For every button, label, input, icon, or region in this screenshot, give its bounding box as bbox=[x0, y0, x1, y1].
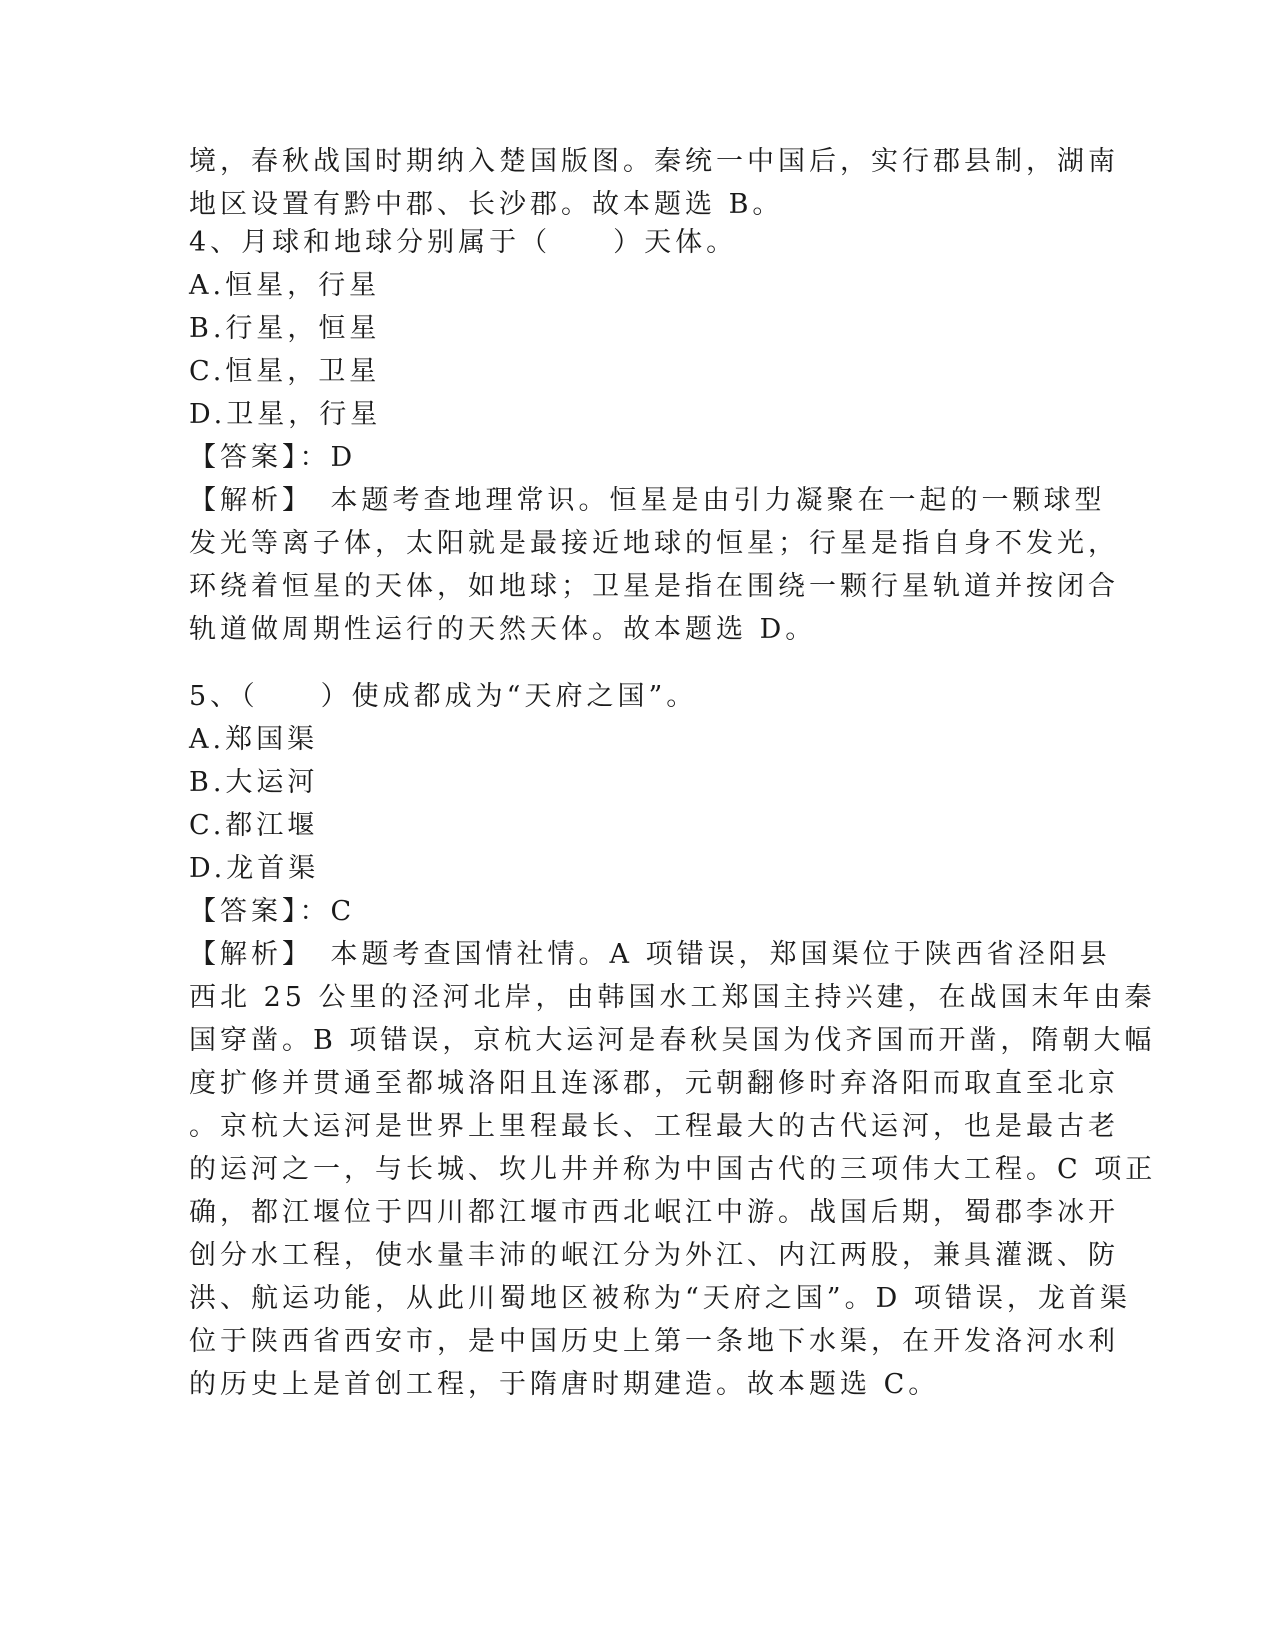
analysis-line: 度扩修并贯通至都城洛阳且连涿郡，元朝翻修时弃洛阳而取直至北京 bbox=[189, 1068, 1119, 1099]
option-c: C.恒星，卫星 bbox=[189, 356, 381, 387]
analysis-line: 发光等离子体，太阳就是最接近地球的恒星；行星是指自身不发光， bbox=[189, 528, 1119, 559]
option-c: C.都江堰 bbox=[189, 810, 319, 841]
option-a: A.恒星，行星 bbox=[189, 270, 381, 301]
q3-analysis-continuation bbox=[189, 140, 1119, 226]
analysis-line: 国穿凿。B 项错误，京杭大运河是春秋吴国为伐齐国而开凿，隋朝大幅 bbox=[189, 1025, 1156, 1056]
analysis-line: 。京杭大运河是世界上里程最长、工程最大的古代运河，也是最古老 bbox=[189, 1111, 1119, 1142]
analysis-line: 位于陕西省西安市，是中国历史上第一条地下水渠，在开发洛河水利 bbox=[189, 1326, 1119, 1357]
question-stem: 5、（ ）使成都成为“天府之国”。 bbox=[189, 681, 698, 712]
option-d: D.卫星，行星 bbox=[189, 399, 382, 430]
question-4 bbox=[189, 221, 1119, 651]
text-line: 地区设置有黔中郡、长沙郡。故本题选 B。 bbox=[189, 189, 784, 220]
analysis-line: 创分水工程，使水量丰沛的岷江分为外江、内江两股，兼具灌溉、防 bbox=[189, 1240, 1119, 1271]
answer-line: 【答案】：C bbox=[189, 896, 356, 927]
question-5 bbox=[189, 675, 1157, 1406]
analysis-line: 环绕着恒星的天体，如地球；卫星是指在围绕一颗行星轨道并按闭合 bbox=[189, 571, 1119, 602]
option-b: B.行星，恒星 bbox=[189, 313, 381, 344]
analysis-line: 【解析】 本题考查国情社情。A 项错误，郑国渠位于陕西省泾阳县 bbox=[189, 939, 1111, 970]
analysis-line: 的运河之一，与长城、坎儿井并称为中国古代的三项伟大工程。C 项正 bbox=[189, 1154, 1157, 1185]
analysis-line: 轨道做周期性运行的天然天体。故本题选 D。 bbox=[189, 614, 817, 645]
option-a: A.郑国渠 bbox=[189, 724, 319, 755]
answer-line: 【答案】：D bbox=[189, 442, 357, 473]
text-line: 境，春秋战国时期纳入楚国版图。秦统一中国后，实行郡县制，湖南 bbox=[189, 146, 1119, 177]
analysis-line: 西北 25 公里的泾河北岸，由韩国水工郑国主持兴建，在战国末年由秦 bbox=[189, 982, 1156, 1013]
analysis-line: 【解析】 本题考查地理常识。恒星是由引力凝聚在一起的一颗球型 bbox=[189, 485, 1106, 516]
analysis-line: 洪、航运功能，从此川蜀地区被称为“天府之国”。D 项错误，龙首渠 bbox=[189, 1283, 1131, 1314]
option-d: D.龙首渠 bbox=[189, 853, 320, 884]
option-b: B.大运河 bbox=[189, 767, 319, 798]
question-stem: 4、月球和地球分别属于（ ）天体。 bbox=[189, 227, 738, 258]
analysis-line: 的历史上是首创工程，于隋唐时期建造。故本题选 C。 bbox=[189, 1369, 940, 1400]
analysis-line: 确，都江堰位于四川都江堰市西北岷江中游。战国后期，蜀郡李冰开 bbox=[189, 1197, 1119, 1228]
